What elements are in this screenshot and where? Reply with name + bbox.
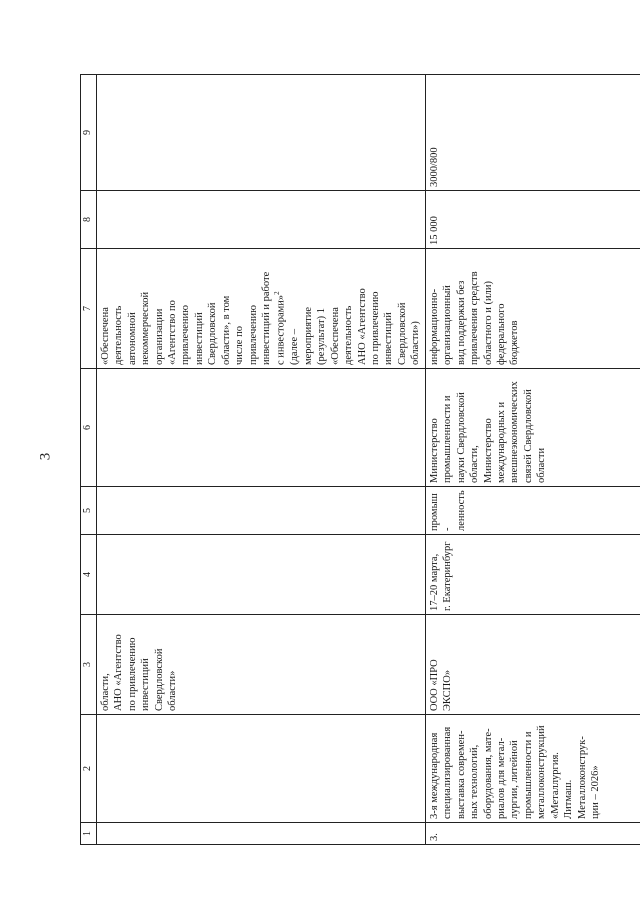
column-header: 2	[81, 715, 97, 823]
column-header: 6	[81, 369, 97, 487]
table-cell: информационно- организационный вид поддержки без привлечения средств областного и (или) федерального бюджетов	[425, 249, 640, 369]
header-row	[81, 75, 97, 845]
page-number: 3	[37, 452, 54, 461]
column-header: 7	[81, 249, 97, 369]
table-cell	[96, 191, 425, 249]
column-header: 5	[81, 487, 97, 535]
table-row	[96, 75, 425, 845]
table-cell: 3000/800	[425, 75, 640, 191]
table-cell: 3.	[425, 823, 640, 845]
table-cell	[96, 715, 425, 823]
result-text: «Обеспечена деятельность автономной некоммерческой организации «Агентство по привлечению инвестиций Свердловской области», в том числе по привлечению инвестиций и работе с инвесторами»	[99, 271, 287, 365]
table-cell	[96, 369, 425, 487]
table-cell: 15 000	[425, 191, 640, 249]
table-cell: области, АНО «Агентство по привлечению инвестиций Свердловской области»	[96, 615, 425, 715]
column-header: 4	[81, 535, 97, 615]
rotated-table-container	[80, 75, 620, 845]
footnote-marker: 2	[273, 291, 282, 295]
table-cell	[96, 535, 425, 615]
table-cell	[96, 75, 425, 191]
table-cell: Министерство промышленности и науки Свердловской области, Министерство международных и внешнеэкономических связей Свердловской области	[425, 369, 640, 487]
events-table	[80, 74, 640, 845]
table-cell: 3-я международная специализированная выставка современ- ных технологий, оборудования, мате- риалов для метал- лургии, литейной промышленности и металлоконструкций «Металлургия. Литмаш. Металлоконструк- ции – 2026»	[425, 715, 640, 823]
table-cell	[96, 249, 425, 369]
column-header: 1	[81, 823, 97, 845]
column-header: 9	[81, 75, 97, 191]
table-cell: промыш- ленность	[425, 487, 640, 535]
table-row	[425, 75, 640, 845]
column-header: 8	[81, 191, 97, 249]
column-header: 3	[81, 615, 97, 715]
table-cell: ООО «ПРО ЭКСПО»	[425, 615, 640, 715]
table-cell	[96, 487, 425, 535]
table-cell: 17–20 марта, г. Екатеринбург	[425, 535, 640, 615]
table-cell	[96, 823, 425, 845]
result-text-tail: (далее – мероприятие (результат) 1 «Обеспечена деятельность АНО «Агентство по привлечению инвестиций Свердловской области»)	[289, 288, 422, 365]
